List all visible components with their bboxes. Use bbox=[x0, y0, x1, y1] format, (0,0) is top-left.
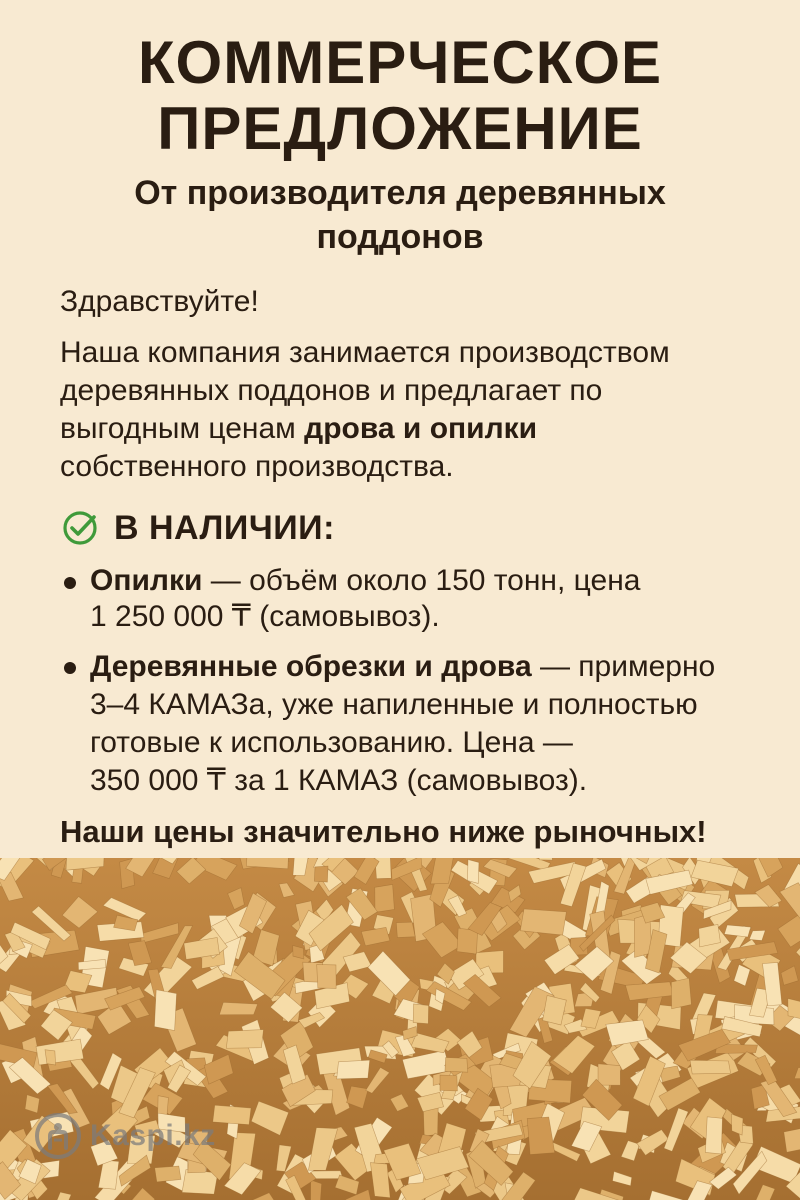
intro-line-4: собственного производства. bbox=[60, 450, 454, 483]
stock-item-1-line-1 bbox=[90, 562, 790, 600]
stock-item-2-line-1 bbox=[90, 648, 790, 686]
wood-chip bbox=[155, 1166, 181, 1182]
subtitle-line2: поддонов bbox=[316, 218, 484, 256]
wood-chip bbox=[311, 1180, 322, 1200]
intro-highlight: дрова и опилки bbox=[304, 412, 538, 445]
subtitle-line1: От производителя деревянных bbox=[134, 174, 666, 212]
wood-chip bbox=[396, 922, 415, 938]
wood-chip bbox=[705, 1117, 722, 1154]
wood-chip bbox=[226, 1030, 263, 1049]
stock-item-2-line-2: 3–4 КАМАЗа, уже напиленные и полностью bbox=[90, 688, 698, 721]
wood-chip bbox=[467, 860, 479, 884]
wood-chip bbox=[337, 1060, 370, 1079]
wood-chip bbox=[439, 1074, 457, 1092]
bullet-dot bbox=[64, 577, 76, 589]
wood-chip bbox=[314, 866, 329, 883]
stock-item-1-line-2: 1 250 000 ₸ (самовывоз). bbox=[90, 600, 440, 633]
page-title-line2: ПРЕДЛОЖЕНИЕ bbox=[157, 95, 643, 162]
wood-chip bbox=[316, 963, 338, 990]
wood-chip bbox=[412, 1004, 429, 1024]
stock-item-2-name: Деревянные обрезки и дрова bbox=[90, 650, 532, 683]
watermark-text: Kaspi.kz bbox=[90, 1119, 216, 1152]
check-circle-icon bbox=[60, 508, 100, 548]
stock-item-1-text-1: — объём около 150 тонн, цена bbox=[202, 564, 641, 597]
greeting: Здравствуйте! bbox=[60, 285, 259, 318]
stock-item-2-line-3: готовые к использованию. Цена — bbox=[90, 726, 573, 759]
wood-chip bbox=[670, 978, 692, 1009]
intro-line-2: деревянных поддонов и предлагает по bbox=[60, 374, 603, 407]
wood-chip bbox=[690, 1059, 731, 1074]
wood-chip bbox=[219, 1002, 257, 1015]
stock-heading-label: В НАЛИЧИИ: bbox=[114, 508, 335, 547]
intro-line-1: Наша компания занимается производством bbox=[60, 336, 670, 369]
stock-item-1-name: Опилки bbox=[90, 564, 203, 597]
stock-item-2-text-1: — примерно bbox=[531, 650, 716, 683]
intro-line-3 bbox=[60, 410, 760, 448]
wood-chip bbox=[213, 1105, 251, 1125]
wood-chip bbox=[445, 1057, 468, 1072]
kaspi-logo-icon bbox=[34, 1112, 82, 1160]
stock-heading bbox=[60, 506, 335, 550]
stock-item-2-line-4: 350 000 ₸ за 1 КАМАЗ (самовывоз). bbox=[90, 764, 588, 797]
kaspi-watermark bbox=[34, 1112, 216, 1160]
closing-statement: Наши цены значительно ниже рыночных! bbox=[60, 814, 707, 849]
wood-chip bbox=[45, 1049, 56, 1065]
wood-chip bbox=[154, 990, 176, 1031]
wood-chip bbox=[520, 909, 566, 935]
bullet-dot bbox=[64, 662, 76, 674]
wood-chip bbox=[374, 884, 394, 912]
page-title-line1: КОММЕРЧЕСКОЕ bbox=[137, 29, 663, 96]
intro-line-3-text: выгодным ценам bbox=[60, 412, 305, 445]
